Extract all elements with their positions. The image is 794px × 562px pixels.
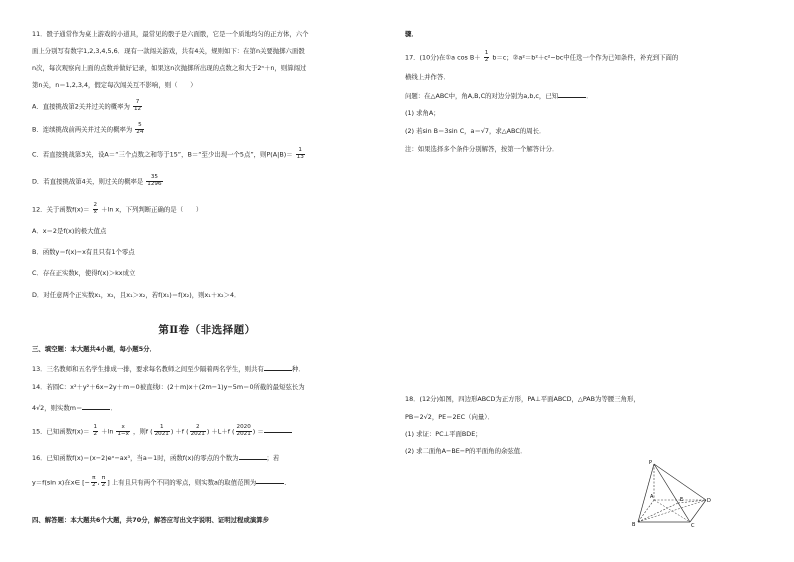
q11-option-c-text: C．若直接挑战第3关，设A＝“三个点数之和等于15”，B＝“至少出现一个5点”，则P(A|B)＝ <box>32 150 293 159</box>
q11-option-c <box>32 148 306 161</box>
answer-blank <box>239 453 267 460</box>
fraction <box>296 148 305 161</box>
edge-be <box>638 503 678 522</box>
answer-blank <box>558 91 586 98</box>
q17-line2: 横线上并作答． <box>405 73 450 81</box>
fraction <box>101 476 107 489</box>
numerator: 35 <box>146 175 162 182</box>
q16-line2-tail: 上有且只有两个不同的零点，则实数a的取值范围为 <box>111 478 257 487</box>
denominator: 2 <box>92 481 96 488</box>
q12-option-c: C．存在正实数k，使得f(x)＞kx成立 <box>32 269 136 277</box>
label-p: P <box>648 460 652 466</box>
diagonal-ac <box>654 500 690 522</box>
paren-right: ) <box>252 427 256 436</box>
denominator: x <box>93 208 97 215</box>
fraction <box>135 123 144 136</box>
comma: , <box>97 478 100 487</box>
denominator: 2021 <box>154 430 169 437</box>
label-c: C <box>691 523 695 528</box>
q14-end: ． <box>110 404 117 412</box>
q11-option-a-text: A．直接挑战第2关并过关的概率为 <box>32 102 130 111</box>
q17-sub2: (2) 若sin B＝3sin C，a＝√7，求△ABC的周长． <box>405 127 546 135</box>
denominator: 2 <box>484 56 489 63</box>
paren-left: ( <box>232 427 235 436</box>
q11-option-a <box>32 100 143 113</box>
numerator: 1 <box>484 50 489 56</box>
numerator: 1 <box>296 148 305 155</box>
edge-ab <box>638 500 654 522</box>
fill-in-header: 三、填空题：本大题共4小题，每小题5分． <box>32 345 156 353</box>
q15-line <box>32 425 292 438</box>
answer-blank <box>82 403 110 410</box>
q16-line1-end: ；若 <box>266 454 280 462</box>
q16-line2 <box>32 476 291 489</box>
numerator: 2020 <box>236 424 251 430</box>
q13-text: 13．三名教师和五名学生排成一排，要求每名教师之间至少隔着两名学生，则共有 <box>32 365 264 373</box>
denominator: 13 <box>296 153 304 160</box>
denominator: 2021 <box>190 430 205 437</box>
numerator: π <box>92 475 96 481</box>
q14-line2-text: 4√2，则实数m＝ <box>32 404 83 412</box>
fraction <box>484 51 490 64</box>
fraction <box>154 425 170 438</box>
numerator: 7 <box>133 100 142 107</box>
answer-section-header: 四、解答题：本大题共6个大题，共70分，解答应写出文字说明、证明过程或演算步 <box>32 516 270 524</box>
fraction <box>116 425 130 438</box>
numerator: 1 <box>93 424 98 430</box>
q16-line2-end: ． <box>284 478 291 487</box>
q12-stem <box>32 203 202 216</box>
label-b: B <box>632 522 636 528</box>
denominator: 2021 <box>236 430 251 437</box>
paren-left: ( <box>186 427 189 436</box>
edge-pc <box>654 464 690 522</box>
fraction <box>236 425 252 438</box>
q15-plus: ＋f <box>175 427 185 436</box>
q18-sub2: (2) 求二面角A−BE−P的平面角的余弦值． <box>405 447 527 455</box>
bracket-left: [− <box>82 478 91 487</box>
fraction <box>93 425 99 438</box>
q11-option-d-text: D．若直接挑战第4关，则过关的概率是 <box>32 177 144 186</box>
fraction <box>190 425 206 438</box>
edge-cd <box>690 500 706 522</box>
part-two-title: 第Ⅱ卷（非选择题） <box>158 324 256 336</box>
numerator: 5 <box>135 123 144 130</box>
numerator: 2 <box>190 425 206 432</box>
label-d: D <box>707 498 711 504</box>
edge-pb <box>638 464 654 522</box>
q11-line1: 11．骰子通常作为桌上游戏的小道具，最常见的骰子是六面骰，它是一个质地均匀的正方体，六个 <box>32 30 309 38</box>
q12-option-b: B．函数y＝f(x)−x有且只有1个零点 <box>32 248 135 256</box>
answer-blank <box>256 477 284 484</box>
q17-line3-text: 问题：在△ABC中，角A,B,C的对边分别为a,b,c，已知 <box>405 92 559 100</box>
denominator: 2 <box>101 481 106 488</box>
bracket-right: ] <box>107 478 110 487</box>
q15-ellipsis: ＋L＋f <box>211 427 230 436</box>
q14-line1: 14．若圆C：x²＋y²＋6x−2y＋m＝0被直线l：(2＋m)x＋(2m−1)y−5m＝0所截的最短弦长为 <box>32 383 305 391</box>
denominator: 24 <box>136 128 144 135</box>
q15-then: ，则f <box>133 427 149 436</box>
q11-line3: n次，每次观察向上面的点数并做好记录，如果这n次抛掷所出现的点数之和大于2ⁿ＋n，则算闯过 <box>32 64 307 72</box>
numerator: 2 <box>93 202 98 208</box>
q18-sub1: (1) 求证：PC⊥平面BDE； <box>405 430 482 438</box>
q11-option-d <box>32 175 164 188</box>
q11-line4: 第n关，n＝1,2,3,4，假定每次闯关互不影响，则（ ） <box>32 81 197 89</box>
fraction <box>91 476 97 489</box>
q12-stem-text: 12．关于函数f(x)＝ <box>32 205 90 214</box>
q17-note: 注：如果选择多个条件分别解答，按第一个解答计分． <box>405 145 559 153</box>
q18-line1: 18．(12分)如图，四边形ABCD为正方形，PA⊥平面ABCD，△PAB为等腰三角形， <box>405 395 640 403</box>
q15-ln: ＋ln <box>101 427 114 436</box>
fraction <box>133 100 142 113</box>
q16-line1-text: 16．已知函数f(x)＝(x−2)eˣ−ax³，当a＝1时，函数f(x)的零点的个数为 <box>32 454 239 462</box>
q12-option-d: D．对任意两个正实数x₁，x₂，且x₁＞x₂，若f(x₁)＝f(x₂)，则x₁＋x₂＞4． <box>32 291 241 299</box>
numerator: π <box>101 475 106 481</box>
fraction <box>93 203 99 216</box>
q11-option-b-text: B．连续挑战前两关并过关的概率为 <box>32 125 133 134</box>
q12-stem-tail: ＋ln x，下列判断正确的是（ ） <box>101 205 203 214</box>
q17-line3-end: ． <box>586 92 593 100</box>
q17-line1-tail: b＝c；②a²＝b²＋c²−bc中任选一个作为已知条件，补充到下面的 <box>492 53 679 62</box>
q17-line3 <box>405 91 593 101</box>
q13-line <box>32 364 305 374</box>
label-e: E <box>680 497 684 503</box>
q13-end: 种． <box>291 365 305 373</box>
denominator: 1296 <box>147 180 162 187</box>
denominator: 12 <box>133 105 142 112</box>
answer-blank <box>264 426 292 433</box>
edge-pd <box>654 464 706 500</box>
denominator: 1−x <box>117 430 129 437</box>
q11-line2: 面上分别写有数字1,2,3,4,5,6．现有一款闯关游戏，共有4关，规则如下：在第n关要抛掷六面骰 <box>32 47 305 55</box>
q17-sub1: (1) 求角A； <box>405 109 440 117</box>
q18-line2: PB＝2√2，PE＝2EC（向量）． <box>405 413 494 421</box>
fraction <box>146 175 162 188</box>
q12-option-a: A．x＝2是f(x)的极大值点 <box>32 227 107 235</box>
q17-line1 <box>405 51 678 64</box>
numerator: x <box>116 425 130 432</box>
answer-blank <box>264 364 292 371</box>
label-a: A <box>650 494 654 500</box>
q16-line2-text: y＝f(sin x)在x∈ <box>32 478 81 487</box>
q14-line2 <box>32 403 117 413</box>
paren-right: ) <box>206 427 210 436</box>
continuation-text: 骤． <box>405 30 418 38</box>
paren-right: ) <box>170 427 174 436</box>
q15-text: 15．已知函数f(x)＝ <box>32 427 90 436</box>
q11-option-b <box>32 123 145 136</box>
pyramid-figure <box>630 460 712 528</box>
q16-line1 <box>32 453 279 463</box>
q15-equals: ＝ <box>257 427 264 436</box>
paren-left: ( <box>150 427 153 436</box>
q17-line1-text: 17．(10分)在①a cos B＋ <box>405 53 481 62</box>
numerator: 1 <box>154 425 170 432</box>
denominator: 2 <box>93 430 98 437</box>
